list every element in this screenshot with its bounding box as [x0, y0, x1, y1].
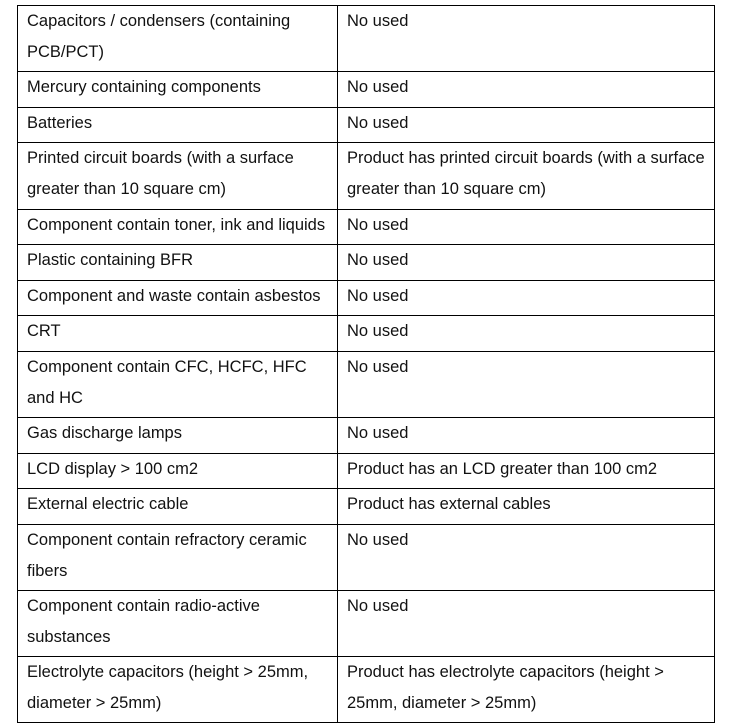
component-text: Component contain refractory ceramic fibers — [27, 530, 307, 580]
status-cell — [338, 489, 715, 525]
table-row — [18, 591, 715, 657]
component-text: CRT — [27, 322, 61, 341]
status-cell — [338, 6, 715, 72]
status-text: Product has electrolyte capacitors (height > 25mm, diameter > 25mm) — [347, 663, 664, 712]
status-text: Product has external cables — [347, 495, 551, 514]
component-cell — [18, 524, 338, 590]
component-text: Electrolyte capacitors (height > 25mm, diameter > 25mm) — [27, 663, 309, 712]
status-cell — [338, 316, 715, 352]
components-table — [17, 5, 715, 723]
component-text: Component and waste contain asbestos — [27, 286, 321, 305]
component-cell — [18, 489, 338, 525]
status-text: Product has printed circuit boards (with a surface greater than 10 square cm) — [347, 149, 705, 198]
status-cell — [338, 591, 715, 657]
table-row — [18, 418, 715, 454]
table-row — [18, 72, 715, 108]
component-cell — [18, 245, 338, 281]
component-cell — [18, 351, 338, 417]
table-row — [18, 316, 715, 352]
table-row — [18, 143, 715, 209]
component-text: LCD display > 100 cm2 — [27, 459, 199, 478]
table-row — [18, 524, 715, 590]
status-cell — [338, 453, 715, 489]
status-text: No used — [347, 286, 409, 305]
table-row — [18, 209, 715, 245]
status-cell — [338, 657, 715, 723]
status-text: No used — [347, 78, 409, 97]
component-text: Gas discharge lamps — [27, 424, 182, 443]
component-cell — [18, 418, 338, 454]
component-cell — [18, 316, 338, 352]
status-cell — [338, 418, 715, 454]
table-row — [18, 6, 715, 72]
component-cell — [18, 280, 338, 316]
component-text: Printed circuit boards (with a surface greater than 10 square cm) — [27, 149, 294, 198]
component-text: Capacitors / condensers (containing PCB/PCT) — [27, 12, 291, 61]
component-text: Mercury containing components — [27, 78, 261, 97]
status-text: No used — [347, 322, 409, 341]
table-row — [18, 107, 715, 143]
status-text: No used — [347, 530, 409, 549]
component-cell — [18, 209, 338, 245]
table-row — [18, 657, 715, 723]
status-cell — [338, 143, 715, 209]
table-row — [18, 351, 715, 417]
status-text: No used — [347, 424, 409, 443]
component-text: Component contain radio-active substances — [27, 597, 260, 646]
table-row — [18, 280, 715, 316]
component-text: Batteries — [27, 113, 93, 132]
status-text: No used — [347, 12, 409, 30]
status-cell — [338, 209, 715, 245]
status-text: Product has an LCD greater than 100 cm2 — [347, 459, 658, 478]
table-row — [18, 245, 715, 281]
component-text: Plastic containing BFR — [27, 251, 193, 270]
status-cell — [338, 245, 715, 281]
component-text: External electric cable — [27, 495, 189, 514]
component-cell — [18, 591, 338, 657]
status-cell — [338, 72, 715, 108]
component-cell — [18, 453, 338, 489]
component-cell — [18, 6, 338, 72]
status-text: No used — [347, 597, 409, 616]
status-text: No used — [347, 251, 409, 270]
status-cell — [338, 107, 715, 143]
status-cell — [338, 351, 715, 417]
status-cell — [338, 524, 715, 590]
status-cell — [338, 280, 715, 316]
component-cell — [18, 657, 338, 723]
table-row — [18, 453, 715, 489]
status-text: No used — [347, 113, 409, 132]
table-row — [18, 489, 715, 525]
component-cell — [18, 143, 338, 209]
status-text: No used — [347, 357, 409, 376]
component-text: Component contain CFC, HCFC, HFC and HC — [27, 357, 307, 407]
status-text: No used — [347, 215, 409, 234]
component-text: Component contain toner, ink and liquids — [27, 215, 326, 234]
component-cell — [18, 107, 338, 143]
component-cell — [18, 72, 338, 108]
